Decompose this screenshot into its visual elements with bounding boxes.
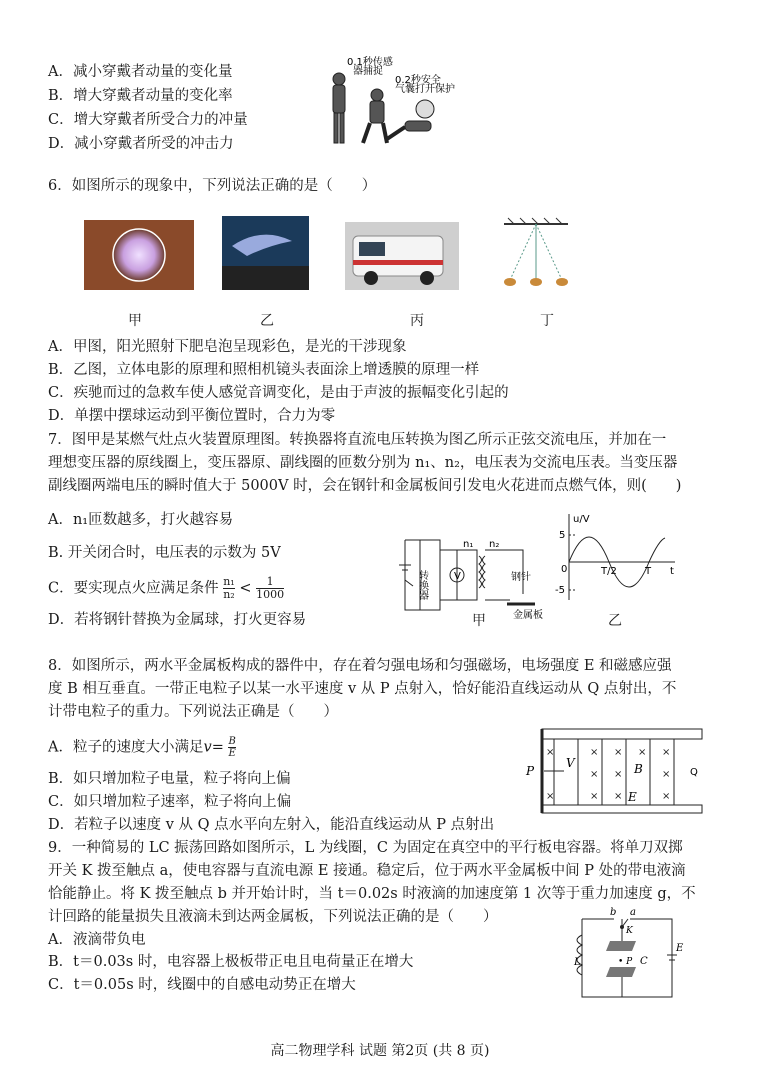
capacitor-c-label: C — [640, 956, 648, 967]
q8-stem-2: 度 B 相互垂直。一带正电粒子以某一水平速度 v 从 P 点射入，恰好能沿直线运动从 Q 点射出，不 — [48, 681, 677, 697]
field-b-label: B — [634, 762, 643, 776]
pendulum-figure — [500, 216, 572, 290]
q5-option-d: D．减小穿戴者所受的冲击力 — [48, 136, 234, 152]
contact-a-label: a — [630, 907, 636, 918]
graph-ymax: 5 — [559, 530, 566, 541]
q6-caption-bing: 丙 — [410, 313, 424, 329]
svg-text:×: × — [590, 769, 599, 780]
q9-option-b: B．t＝0.03s 时，电容器上极板带正电且电荷量正在增大 — [48, 954, 414, 970]
switch-k-label: K — [626, 926, 633, 936]
converter-label: 转换器 — [416, 570, 428, 600]
graph-ylabel: u/V — [573, 514, 590, 525]
graph-xlabel: t — [670, 566, 674, 577]
q7-fraction-1000: $\frac{1}{1000}$ — [256, 575, 285, 601]
q7-option-b: B. 开关闭合时，电压表的示数为 5V — [48, 545, 281, 561]
q8-stem-3: 计带电粒子的重力。下列说法正确是（ ） — [48, 704, 338, 720]
needle-label: 钢针 — [511, 572, 531, 583]
airbag-label-2: 器捕捉 — [353, 66, 383, 77]
svg-text:×: × — [546, 791, 555, 802]
q9-stem-2: 开关 K 拨至触点 a，使电容器与直流电源 E 接通。稳定后，位于两水平金属板中间 P 处的带电液滴 — [48, 863, 686, 879]
point-p-label: P — [526, 764, 535, 778]
svg-text:×: × — [638, 747, 647, 758]
graph-t: T — [645, 566, 652, 577]
svg-text:×: × — [546, 747, 555, 758]
3d-movie-photo — [222, 216, 309, 290]
q7-stem-2: 理想变压器的原线圈上，变压器原、副线圈的匝数分别为 n₁、n₂，电压表为交流电压表。当变压器 — [48, 455, 678, 471]
q9-option-a: A．液滴带负电 — [48, 932, 146, 948]
q8-option-d: D．若粒子以速度 v 从 Q 点水平向左射入，能沿直线运动从 P 点射出 — [48, 817, 495, 833]
q6-caption-jia: 甲 — [128, 313, 142, 329]
velocity-selector-diagram — [520, 725, 710, 817]
ignition-circuit-diagram — [395, 520, 545, 630]
airbag-figure — [325, 55, 455, 150]
svg-text:×: × — [614, 791, 623, 802]
q7-stem-3: 副线圈两端电压的瞬时值大于 5000V 时，会在钢针和金属板间引发电火花进而点燃气体，则( ) — [48, 478, 682, 494]
svg-text:×: × — [590, 747, 599, 758]
q8-fraction-be: $\frac{B}{E}$ — [228, 736, 236, 759]
q7-fraction-n: $\frac{\text{n₁}}{\text{n₂}}$ — [223, 575, 235, 601]
q8-option-c: C．如只增加粒子速率，粒子将向上偏 — [48, 794, 292, 810]
ambulance-photo — [345, 222, 459, 290]
airbag-label-1: 0.1秒传感 — [347, 57, 393, 68]
q8-option-a: A．粒子的速度大小满足v= $\frac{B}{E}$ — [48, 736, 236, 759]
svg-text:×: × — [662, 747, 671, 758]
q5-option-b: B．增大穿戴者动量的变化率 — [48, 88, 233, 104]
q6-caption-yi: 乙 — [260, 313, 274, 329]
voltage-sine-graph — [555, 510, 680, 605]
lc-circuit-diagram — [552, 905, 687, 1005]
svg-text:×: × — [662, 791, 671, 802]
soap-bubble-photo — [84, 220, 194, 290]
graph-zero: 0 — [561, 564, 568, 575]
q6-option-a: A．甲图，阳光照射下肥皂泡呈现彩色，是光的干涉现象 — [48, 339, 407, 355]
inductor-l-label: L — [574, 957, 581, 968]
q6-stem: 6．如图所示的现象中，下列说法正确的是（ ） — [48, 178, 377, 194]
q7-stem-1: 7．图甲是某燃气灶点火装置原理图。转换器将直流电压转换为图乙所示正弦交流电压，并加在一 — [48, 432, 667, 448]
svg-text:×: × — [590, 791, 599, 802]
n1-label: n₁ — [463, 539, 474, 550]
q8-stem-1: 8．如图所示，两水平金属板构成的器件中，存在着匀强电场和匀强磁场，电场强度 E 和磁感应强 — [48, 658, 672, 674]
svg-text:×: × — [614, 769, 623, 780]
airbag-label-3: 0.2秒安全 — [395, 75, 441, 86]
svg-text:×: × — [614, 747, 623, 758]
graph-ymin: -5 — [555, 585, 565, 596]
q7-caption-yi: 乙 — [608, 613, 622, 629]
q9-option-c: C．t＝0.05s 时，线圈中的自感电动势正在增大 — [48, 977, 356, 993]
q5-option-c: C．增大穿戴者所受合力的冲量 — [48, 112, 248, 128]
svg-text:×: × — [662, 769, 671, 780]
voltmeter-symbol: V — [454, 571, 461, 582]
point-q-label: Q — [690, 767, 698, 778]
q6-option-b: B．乙图，立体电影的原理和照相机镜头表面涂上增透膜的原理一样 — [48, 362, 480, 378]
q6-caption-ding: 丁 — [540, 313, 554, 329]
q8-option-b: B．如只增加粒子电量，粒子将向上偏 — [48, 771, 291, 787]
q7-option-d: D．若将钢针替换为金属球，打火更容易 — [48, 612, 307, 628]
q5-option-a: A．减小穿戴者动量的变化量 — [48, 64, 233, 80]
q6-option-c: C．疾驰而过的急救车使人感觉音调变化，是由于声波的振幅变化引起的 — [48, 385, 509, 401]
graph-thalf: T/2 — [601, 566, 617, 577]
page-footer: 高二物理学科 试题 第2页 (共 8 页) — [270, 1043, 490, 1059]
q9-stem-4: 计回路的能量损失且液滴未到达两金属板，下列说法正确的是（ ） — [48, 909, 498, 925]
field-e-label: E — [628, 790, 637, 804]
q7-option-c: C．要实现点火应满足条件 $\frac{\text{n₁}}{\text{n₂}}$ < $\frac{1}{1000}$ — [48, 575, 285, 601]
q9-stem-1: 9．一种简易的 LC 振荡回路如图所示，L 为线圈，C 为固定在真空中的平行板电容器。将单刀双掷 — [48, 840, 683, 856]
contact-b-label: b — [610, 907, 617, 918]
airbag-label-4: 气囊打开保护 — [395, 84, 455, 95]
droplet-p-label: • P — [618, 957, 633, 967]
plate-label: 金属板 — [513, 610, 543, 621]
n2-label: n₂ — [489, 539, 500, 550]
q9-stem-3: 恰能静止。将 K 拨至触点 b 并开始计时，当 t＝0.02s 时液滴的加速度第 1 次等于重力加速度 g，不 — [48, 886, 696, 902]
q6-option-d: D．单摆中摆球运动到平衡位置时，合力为零 — [48, 408, 336, 424]
velocity-v-label: V — [566, 756, 575, 770]
q7-option-a: A．n₁匝数越多，打火越容易 — [48, 512, 234, 528]
source-e-label: E — [676, 943, 684, 954]
q7-option-c-text: C．要实现点火应满足条件 — [48, 580, 219, 597]
q7-caption-jia: 甲 — [472, 613, 486, 629]
